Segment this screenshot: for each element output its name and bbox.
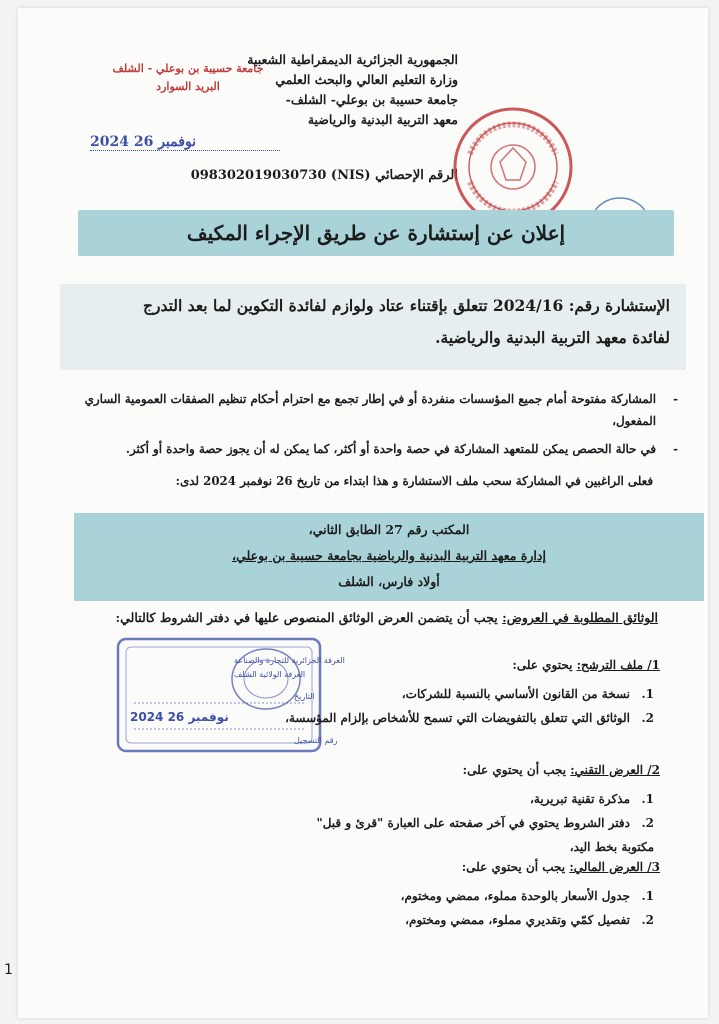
stamp-university-line: جامعة حسيبة بن بوعلي - الشلف — [112, 62, 264, 75]
announcement-title: إعلان عن إستشارة عن طريق الإجراء المكيف — [78, 210, 674, 256]
office-location: أولاد فارس، الشلف — [338, 574, 440, 589]
stamp-mail-line: البريد السوارد — [156, 80, 220, 93]
list-item: 1.نسخة من القانون الأساسي بالنسبة للشركات، — [401, 687, 654, 701]
stamp-chamber-line-1: الغرفة الجزائرية للتجارة والصناعة — [234, 656, 345, 665]
section-suffix: يحتوي على: — [512, 658, 577, 672]
section-heading: 3/ العرض المالي: — [569, 860, 660, 874]
stamp-chamber-line-2: الغرفة الولائية الشلف — [234, 670, 306, 679]
document-page — [18, 8, 708, 1018]
required-documents-label: الوثائق المطلوبة في العروض: — [502, 610, 658, 625]
required-documents-text: يجب أن يتضمن العرض الوثائق المنصوص عليها في دفتر الشروط كالتالي: — [115, 610, 503, 625]
consultation-line-2: لفائدة معهد التربية البدنية والرياضية. — [435, 328, 670, 347]
office-address — [74, 513, 704, 601]
consultation-line-1: الإستشارة رقم: 2024/16 تتعلق بإقتناء عتاد ولوازم لفائدة التكوين لما بعد التدرج — [142, 296, 670, 315]
list-item: 1.مذكرة تقنية تبريرية، — [530, 792, 654, 806]
office-administration: إدارة معهد التربية البدنية والرياضية بجامعة حسيبة بن بوعلي، — [232, 548, 546, 563]
list-item: 1.جدول الأسعار بالوحدة مملوء، ممضي ومختوم، — [400, 889, 654, 903]
republic-line: الجمهورية الجزائرية الديمقراطية الشعبية — [247, 52, 458, 67]
office-room: المكتب رقم 27 الطابق الثاني، — [308, 522, 470, 537]
nis-number: الرقم الإحصائي (NIS) 098302019030730 — [190, 168, 458, 183]
stamp-date: 2024 نوفمبر 26 — [90, 134, 280, 151]
consultation-subject — [60, 284, 686, 370]
stamp-date-label: التاريخ — [294, 692, 315, 701]
section-financial-offer — [280, 860, 660, 932]
letterhead — [178, 50, 458, 130]
condition-item: - في حالة الحصص يمكن للمتعهد المشاركة في حصة واحدة أو أكثر، كما يمكن له أن يجوز حصة واحدة أو أكثر. — [58, 438, 678, 460]
ministry-line: وزارة التعليم العالي والبحث العلمي — [275, 72, 458, 87]
institute-line: معهد التربية البدنية والرياضية — [307, 112, 458, 127]
section-heading: 1/ ملف الترشح: — [576, 658, 660, 672]
participation-conditions — [58, 388, 678, 466]
section-suffix: يجب أن يحتوي على: — [461, 860, 570, 874]
page-number: 1 — [4, 962, 13, 978]
section-candidature-file — [280, 658, 660, 730]
required-documents-intro — [116, 610, 658, 625]
list-item: 2.تفصيل كمّي وتقديري مملوء، ممضي ومختوم، — [405, 913, 654, 927]
list-item: 2.الوثائق التي تتعلق بالتفويضات التي تسمح للأشخاص بإلزام المؤسسة، — [285, 711, 654, 725]
university-line: جامعة حسيبة بن بوعلي- الشلف- — [285, 92, 458, 107]
invitation-text: فعلى الراغبين في المشاركة سحب ملف الاستشارة و هذا ابتداء من تاريخ 26 نوفمبر 2024 لدى: — [175, 474, 653, 488]
list-item: 2.دفتر الشروط يحتوي في آخر صفحته على العبارة "قرئ و قبل" مكتوبة بخط اليد، — [316, 816, 654, 854]
stamp-registration-label: رقم التسجيل — [294, 736, 338, 745]
section-technical-offer — [280, 763, 660, 859]
section-suffix: يجب أن يحتوي على: — [462, 763, 571, 777]
section-heading: 2/ العرض التقني: — [570, 763, 660, 777]
condition-item: - المشاركة مفتوحة أمام جميع المؤسسات منفردة أو في إطار تجمع مع احترام أحكام تنظيم الصفقات العمومية الساري المفعول، — [58, 388, 678, 432]
stamp-middle-date: 2024 نوفمبر 26 — [130, 710, 229, 724]
